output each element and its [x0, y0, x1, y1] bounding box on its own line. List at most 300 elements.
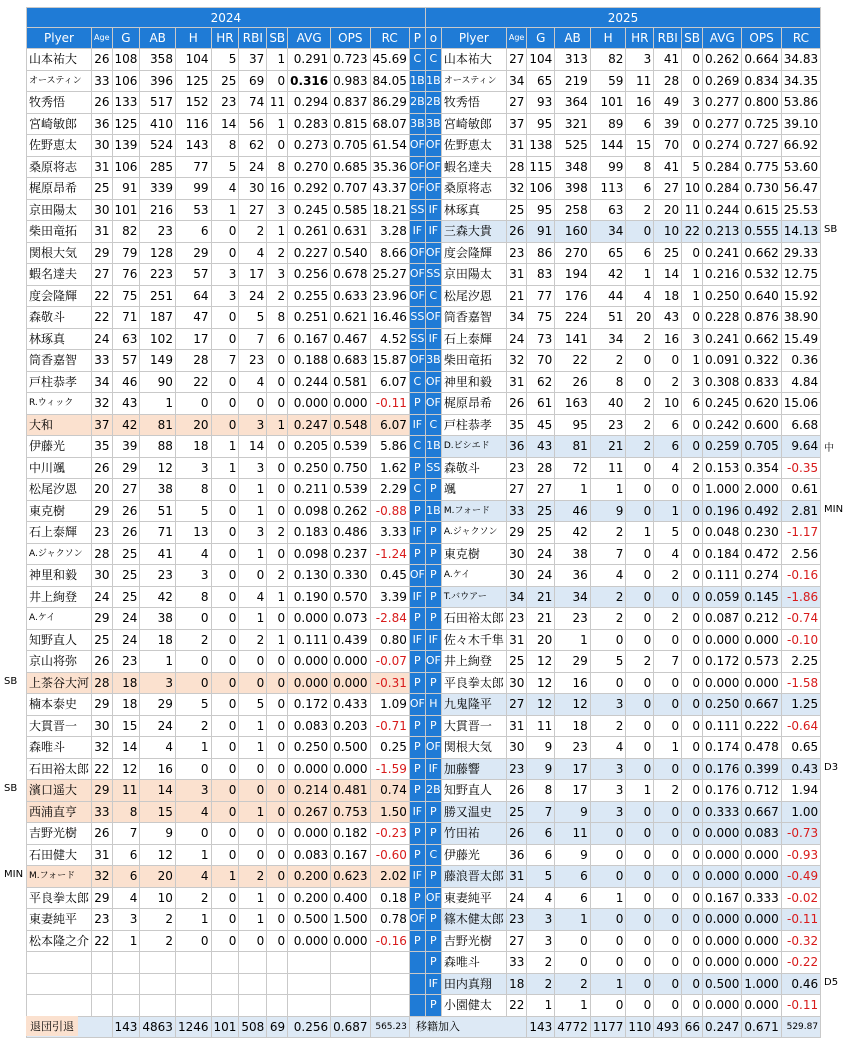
stat-cell-2024: 23: [112, 651, 140, 673]
player-name-2025: 桑原将志: [441, 178, 506, 200]
stat-cell-2025: 0.43: [781, 758, 820, 780]
stat-cell-2025: 11: [555, 823, 591, 845]
position-2024: P: [409, 758, 425, 780]
stat-cell-2025: 0: [682, 694, 703, 716]
stat-cell-2024: 0: [267, 715, 288, 737]
position-2025: OF: [425, 887, 441, 909]
player-name-2025: A.ケイ: [441, 565, 506, 587]
stat-cell-2025: 0.091: [703, 350, 742, 372]
stat-cell-2024: 26: [112, 500, 140, 522]
stat-cell-2024: 0: [211, 651, 239, 673]
stat-cell-2025: 16: [654, 328, 682, 350]
column-header-2025: AB: [555, 28, 591, 49]
stat-cell-2024: [288, 973, 331, 995]
stat-cell-2024: 0: [267, 694, 288, 716]
stat-cell-2024: 0.481: [331, 780, 370, 802]
stat-cell-2024: 3: [140, 672, 176, 694]
column-header-2025: SB: [682, 28, 703, 49]
stat-cell-2025: 0.667: [742, 801, 781, 823]
stat-cell-2025: 4: [626, 285, 654, 307]
stat-cell-2025: 1.25: [781, 694, 820, 716]
position-2024: OF: [409, 156, 425, 178]
position-2024: P: [409, 543, 425, 565]
stat-cell-2025: 0: [626, 500, 654, 522]
stat-cell-2025: 0: [590, 909, 626, 931]
stat-cell-2025: 0: [682, 672, 703, 694]
stat-cell-2024: 216: [140, 199, 176, 221]
stat-cell-2025: 0.725: [742, 113, 781, 135]
total-2025: 0.247: [703, 1016, 742, 1037]
stat-cell-2025: 2.25: [781, 651, 820, 673]
stat-cell-2025: 0.176: [703, 758, 742, 780]
stat-cell-2024: 0.200: [288, 887, 331, 909]
stat-cell-2025: 0.61: [781, 479, 820, 501]
stat-cell-2024: 0.539: [331, 436, 370, 458]
stat-cell-2024: 104: [175, 49, 211, 71]
stat-cell-2025: 0: [590, 672, 626, 694]
stat-cell-2025: 2: [654, 371, 682, 393]
position-2024: OF: [409, 694, 425, 716]
stat-cell-2025: 0: [626, 823, 654, 845]
stat-cell-2025: 15.92: [781, 285, 820, 307]
stat-cell-2024: 77: [175, 156, 211, 178]
stat-cell-2025: 2: [626, 199, 654, 221]
stat-cell-2025: 0: [682, 436, 703, 458]
stat-cell-2025: 35: [506, 414, 526, 436]
position-2025: SS: [425, 264, 441, 286]
stat-cell-2025: 1: [682, 285, 703, 307]
stat-cell-2025: 6: [555, 866, 591, 888]
stat-cell-2024: 26: [92, 651, 112, 673]
stat-cell-2024: 27: [92, 264, 112, 286]
stat-cell-2024: [370, 952, 409, 974]
stat-cell-2025: 0.174: [703, 737, 742, 759]
player-row: [27, 264, 821, 286]
stat-cell-2024: 9: [140, 823, 176, 845]
stat-cell-2025: 0.000: [703, 629, 742, 651]
position-2025: 2B: [425, 92, 441, 114]
player-row: [27, 393, 821, 415]
position-2024: IF: [409, 414, 425, 436]
position-2024: SS: [409, 328, 425, 350]
stat-cell-2025: 8: [527, 780, 555, 802]
stat-cell-2024: 71: [112, 307, 140, 329]
stat-cell-2024: 0.262: [331, 500, 370, 522]
stat-cell-2024: [175, 973, 211, 995]
player-row: [27, 887, 821, 909]
position-2024: P: [409, 715, 425, 737]
player-name-2024: 森唯斗: [27, 737, 92, 759]
stat-cell-2024: 1: [239, 543, 267, 565]
stat-cell-2025: 219: [555, 70, 591, 92]
total-2024: 143: [112, 1016, 140, 1037]
total-2024: 0.687: [331, 1016, 370, 1037]
stat-cell-2024: 2: [175, 887, 211, 909]
stat-cell-2024: 23: [140, 565, 176, 587]
stat-cell-2025: 2: [527, 973, 555, 995]
stat-cell-2025: 21: [527, 586, 555, 608]
stat-cell-2024: -0.71: [370, 715, 409, 737]
stat-cell-2025: -0.11: [781, 995, 820, 1017]
stat-cell-2024: [267, 952, 288, 974]
stat-cell-2024: 8: [112, 801, 140, 823]
stat-cell-2024: 0.707: [331, 178, 370, 200]
position-2024: IF: [409, 586, 425, 608]
stat-cell-2024: [112, 973, 140, 995]
stat-cell-2024: 0.251: [288, 307, 331, 329]
stat-cell-2024: 33: [92, 350, 112, 372]
stat-cell-2024: 396: [140, 70, 176, 92]
stat-cell-2024: 30: [92, 135, 112, 157]
stat-cell-2025: 0: [682, 414, 703, 436]
stat-cell-2025: 25: [527, 522, 555, 544]
stat-cell-2024: 71: [140, 522, 176, 544]
player-name-2025: 柴田竜拓: [441, 350, 506, 372]
player-name-2024: [27, 973, 92, 995]
stat-cell-2025: 0.000: [742, 909, 781, 931]
stat-cell-2024: 0: [267, 651, 288, 673]
stat-cell-2025: 0: [626, 694, 654, 716]
stat-cell-2025: 2: [590, 586, 626, 608]
stat-cell-2025: 73: [527, 328, 555, 350]
stat-cell-2025: 4: [654, 457, 682, 479]
stat-cell-2024: 0: [267, 500, 288, 522]
position-2024: [409, 995, 425, 1017]
player-row: [27, 651, 821, 673]
stat-cell-2025: 56.47: [781, 178, 820, 200]
player-name-2024: 石田裕太郎: [27, 758, 92, 780]
stat-cell-2025: 0: [626, 887, 654, 909]
stat-cell-2024: 0: [267, 608, 288, 630]
stat-cell-2025: 1: [626, 264, 654, 286]
stat-cell-2025: 44: [590, 285, 626, 307]
stat-cell-2024: 11: [267, 92, 288, 114]
stat-cell-2024: 0.073: [331, 608, 370, 630]
stat-cell-2025: 86: [527, 242, 555, 264]
stat-cell-2025: 21: [590, 436, 626, 458]
total-2025: 1177: [590, 1016, 626, 1037]
stat-cell-2024: 10: [140, 887, 176, 909]
stat-cell-2024: 12: [140, 844, 176, 866]
stat-cell-2025: 39.10: [781, 113, 820, 135]
player-row: [27, 242, 821, 264]
stat-cell-2024: 0.837: [331, 92, 370, 114]
stat-cell-2025: 1.000: [703, 479, 742, 501]
player-row: [27, 758, 821, 780]
stat-cell-2025: 27: [506, 49, 526, 71]
stat-cell-2025: 0: [682, 823, 703, 845]
stat-cell-2024: 12: [140, 457, 176, 479]
stat-cell-2024: 0: [239, 930, 267, 952]
stat-cell-2025: 115: [527, 156, 555, 178]
stat-cell-2025: 17: [555, 780, 591, 802]
position-2025: C: [425, 844, 441, 866]
stat-cell-2025: 2: [654, 608, 682, 630]
stat-cell-2024: -0.07: [370, 651, 409, 673]
column-header-2024: H: [175, 28, 211, 49]
position-2024: OF: [409, 909, 425, 931]
stat-cell-2025: 34: [506, 586, 526, 608]
column-header-2025: RBI: [654, 28, 682, 49]
stat-cell-2025: 12: [555, 694, 591, 716]
stat-cell-2025: 12: [527, 651, 555, 673]
stat-cell-2024: 0: [211, 242, 239, 264]
position-2025: 1B: [425, 436, 441, 458]
player-name-2024: M.フォード: [27, 866, 92, 888]
position-2025: OF: [425, 156, 441, 178]
stat-cell-2024: 1: [239, 737, 267, 759]
stat-cell-2025: 1: [654, 737, 682, 759]
stat-cell-2025: 28: [506, 156, 526, 178]
position-2024: IF: [409, 801, 425, 823]
stat-cell-2025: 0: [682, 500, 703, 522]
stat-cell-2025: -0.35: [781, 457, 820, 479]
stat-cell-2025: 11: [590, 457, 626, 479]
stat-cell-2024: 25.27: [370, 264, 409, 286]
stat-cell-2025: 0.712: [742, 780, 781, 802]
stat-cell-2024: 39: [112, 436, 140, 458]
stat-cell-2024: 0.621: [331, 307, 370, 329]
position-2024: IF: [409, 522, 425, 544]
stat-cell-2024: 0.000: [288, 930, 331, 952]
player-name-2024: 上茶谷大河: [27, 672, 92, 694]
stat-cell-2024: 0: [239, 844, 267, 866]
stat-cell-2025: 61: [527, 393, 555, 415]
stat-cell-2024: 0.000: [331, 393, 370, 415]
stat-cell-2025: 36: [506, 436, 526, 458]
column-header-2024: OPS: [331, 28, 370, 49]
stat-cell-2024: 32: [92, 393, 112, 415]
player-row: [27, 823, 821, 845]
stat-cell-2025: 46: [555, 500, 591, 522]
stat-cell-2025: 6: [654, 414, 682, 436]
stat-cell-2024: 0.255: [288, 285, 331, 307]
stat-cell-2025: 95: [527, 113, 555, 135]
player-name-2024: 松本隆之介: [27, 930, 92, 952]
player-name-2024: 知野直人: [27, 629, 92, 651]
column-header-2025: G: [527, 28, 555, 49]
stat-cell-2025: 0.167: [703, 887, 742, 909]
player-row: [27, 586, 821, 608]
stat-cell-2024: 3.33: [370, 522, 409, 544]
stat-cell-2024: 16: [140, 758, 176, 780]
stat-cell-2024: 4: [175, 801, 211, 823]
stat-cell-2024: 57: [175, 264, 211, 286]
stat-cell-2024: 36: [92, 113, 112, 135]
stat-cell-2025: 3: [590, 780, 626, 802]
stat-cell-2024: 29: [92, 694, 112, 716]
stat-cell-2024: 0: [267, 909, 288, 931]
stat-cell-2025: 9: [527, 737, 555, 759]
stat-cell-2025: 2: [626, 328, 654, 350]
stat-cell-2024: 23: [239, 350, 267, 372]
stat-cell-2024: 0: [211, 844, 239, 866]
stat-cell-2024: 29: [175, 242, 211, 264]
stat-cell-2025: 0: [682, 866, 703, 888]
stat-cell-2024: 1: [211, 866, 239, 888]
stat-cell-2025: 1: [527, 995, 555, 1017]
stat-cell-2025: 0.000: [742, 995, 781, 1017]
stat-cell-2024: 1: [175, 909, 211, 931]
stat-cell-2025: 3: [682, 92, 703, 114]
stat-cell-2025: 12: [527, 694, 555, 716]
stat-cell-2025: 0.333: [742, 887, 781, 909]
total-2025: 66: [682, 1016, 703, 1037]
column-header-2025: H: [590, 28, 626, 49]
position-2024: C: [409, 371, 425, 393]
stat-cell-2024: 0: [211, 479, 239, 501]
stat-cell-2025: 224: [555, 307, 591, 329]
stat-cell-2024: 139: [112, 135, 140, 157]
stat-cell-2024: 0: [211, 371, 239, 393]
stat-cell-2024: 32: [92, 737, 112, 759]
stat-cell-2025: 0: [682, 70, 703, 92]
stat-cell-2024: 1.09: [370, 694, 409, 716]
stat-cell-2025: 0.322: [742, 350, 781, 372]
stat-cell-2025: 6: [527, 823, 555, 845]
stat-cell-2024: 29: [92, 242, 112, 264]
stat-cell-2025: 0.212: [742, 608, 781, 630]
stat-cell-2024: 0: [175, 651, 211, 673]
position-2025: IF: [425, 973, 441, 995]
position-2024: P: [409, 500, 425, 522]
stat-cell-2024: 3: [211, 264, 239, 286]
player-name-2024: 東克樹: [27, 500, 92, 522]
stat-cell-2025: 4: [527, 887, 555, 909]
stat-cell-2024: 0: [267, 135, 288, 157]
stat-cell-2025: 2: [682, 457, 703, 479]
position-2025: OF: [425, 178, 441, 200]
year-2025-label: 2025: [425, 8, 820, 28]
player-row: [27, 909, 821, 931]
stat-cell-2025: 0.087: [703, 608, 742, 630]
stat-cell-2025: 27: [506, 92, 526, 114]
stat-cell-2024: 0: [211, 801, 239, 823]
total-2025: 4772: [555, 1016, 591, 1037]
stat-cell-2025: 0.664: [742, 49, 781, 71]
stat-cell-2024: 37: [92, 414, 112, 436]
stat-cell-2025: 89: [590, 113, 626, 135]
position-2024: P: [409, 780, 425, 802]
position-2024: 3B: [409, 113, 425, 135]
stat-cell-2024: 1: [239, 887, 267, 909]
stat-cell-2025: 6: [626, 113, 654, 135]
stat-cell-2025: 1: [590, 479, 626, 501]
stat-cell-2025: 0: [654, 758, 682, 780]
column-header-2024: RBI: [239, 28, 267, 49]
stat-cell-2025: 62: [527, 371, 555, 393]
stat-cell-2025: 104: [527, 49, 555, 71]
position-2025: P: [425, 952, 441, 974]
stat-cell-2024: [92, 952, 112, 974]
stat-cell-2025: 6: [555, 887, 591, 909]
stat-cell-2025: 0: [682, 49, 703, 71]
stat-cell-2025: 0: [682, 307, 703, 329]
stat-cell-2025: -0.93: [781, 844, 820, 866]
stat-cell-2025: 4: [590, 565, 626, 587]
stat-cell-2025: 24: [506, 328, 526, 350]
stat-cell-2024: 0: [267, 457, 288, 479]
stat-cell-2025: 7: [590, 543, 626, 565]
player-name-2025: 松尾汐恩: [441, 285, 506, 307]
stat-cell-2025: 65: [590, 242, 626, 264]
player-name-2024: 柴田竜拓: [27, 221, 92, 243]
stat-cell-2025: 10: [682, 178, 703, 200]
stat-cell-2025: 40: [590, 393, 626, 415]
stat-cell-2024: 0: [211, 694, 239, 716]
player-name-2024: [27, 995, 92, 1017]
stat-cell-2025: 0: [682, 758, 703, 780]
stat-cell-2024: 116: [175, 113, 211, 135]
player-name-2025: 関根大気: [441, 737, 506, 759]
stat-cell-2025: 0.000: [703, 823, 742, 845]
stat-cell-2025: 15: [626, 135, 654, 157]
stat-cell-2025: 0: [626, 995, 654, 1017]
stat-cell-2025: 0: [626, 543, 654, 565]
stat-cell-2024: 29: [112, 457, 140, 479]
stat-cell-2024: 0: [211, 500, 239, 522]
stat-cell-2025: 49: [654, 92, 682, 114]
column-header-2024: P: [409, 28, 425, 49]
stat-cell-2025: 31: [506, 371, 526, 393]
player-row: [27, 629, 821, 651]
stat-cell-2025: 0.555: [742, 221, 781, 243]
stat-cell-2024: 26: [92, 49, 112, 71]
stat-cell-2025: 31: [506, 866, 526, 888]
stat-cell-2025: 81: [555, 436, 591, 458]
stat-cell-2024: 0.500: [331, 737, 370, 759]
stat-cell-2025: 0: [590, 844, 626, 866]
stat-cell-2024: 4: [239, 371, 267, 393]
player-row: [27, 414, 821, 436]
stat-cell-2024: 0: [211, 887, 239, 909]
stat-cell-2024: 0: [175, 672, 211, 694]
stat-cell-2024: 0: [175, 393, 211, 415]
stat-cell-2024: 64: [175, 285, 211, 307]
player-row: [27, 70, 821, 92]
stat-cell-2025: 21: [506, 285, 526, 307]
stat-cell-2025: 1.94: [781, 780, 820, 802]
stat-cell-2024: [211, 973, 239, 995]
stat-cell-2025: 5: [682, 156, 703, 178]
stat-cell-2025: 23: [506, 909, 526, 931]
position-2024: OF: [409, 350, 425, 372]
stat-cell-2024: 108: [112, 49, 140, 71]
stat-cell-2024: 25: [92, 178, 112, 200]
stat-cell-2025: -0.16: [781, 565, 820, 587]
stat-cell-2024: 0.203: [331, 715, 370, 737]
stat-cell-2024: 1: [267, 629, 288, 651]
stat-cell-2025: 42: [590, 264, 626, 286]
stat-cell-2024: 0.172: [288, 694, 331, 716]
stat-cell-2025: 101: [590, 92, 626, 114]
stat-cell-2024: 0.705: [331, 135, 370, 157]
stat-cell-2025: 0.000: [742, 930, 781, 952]
stat-cell-2024: -0.88: [370, 500, 409, 522]
stat-cell-2025: 15.49: [781, 328, 820, 350]
stat-cell-2024: 46: [112, 371, 140, 393]
stat-cell-2025: 0: [654, 350, 682, 372]
stat-cell-2024: 1: [140, 651, 176, 673]
position-2025: IF: [425, 629, 441, 651]
stat-cell-2024: 24: [92, 586, 112, 608]
stat-cell-2025: 0.36: [781, 350, 820, 372]
stat-cell-2025: 0: [626, 457, 654, 479]
stat-cell-2024: 0.74: [370, 780, 409, 802]
stat-cell-2025: 11: [626, 70, 654, 92]
position-2024: P: [409, 393, 425, 415]
stat-cell-2024: 106: [112, 156, 140, 178]
